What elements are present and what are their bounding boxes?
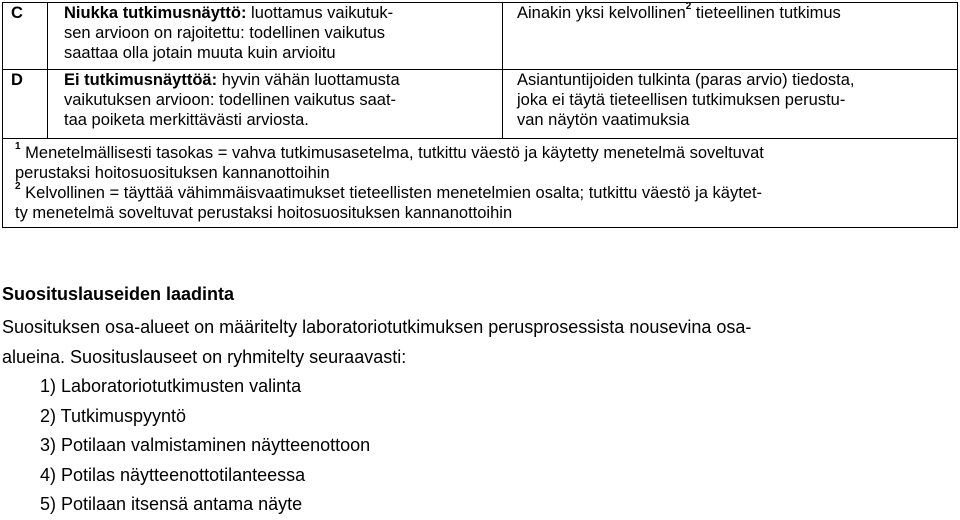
grade-description-cell (48, 3, 503, 70)
footnote-mark: 2 (15, 181, 21, 192)
evidence-grade-table (2, 2, 958, 228)
footnote-text: Menetelmällisesti tasokas = vahva tutkimusasetelma, tutkittu väestö ja käytetty menetelmä soveltuvat perustaksi hoitosuosituksen kannanottoihin (15, 144, 764, 182)
grade-description-cell (48, 70, 503, 139)
table-row (3, 70, 958, 139)
footnote (15, 183, 957, 223)
grade-description: hyvin vähän luottamusta vaikutuksen arvioon: todellinen vaikutus saat- taa poiketa merkittävästi arviosta. (64, 71, 400, 129)
list-item: 2) Tutkimuspyyntö (40, 405, 187, 426)
table-row (3, 3, 958, 70)
requirement-text-tail: tieteellinen tutkimus (691, 4, 841, 22)
footnotes-cell (3, 139, 958, 228)
list-item: 5) Potilaan itsensä antama näyte (40, 494, 303, 514)
list-item: 4) Potilas näytteenottotilanteessa (40, 464, 306, 485)
footnote (15, 143, 957, 183)
grade-label: Niukka tutkimusnäyttö: (64, 4, 247, 22)
recommendation-list (2, 372, 952, 520)
requirement-text: Asiantuntijoiden tulkinta (paras arvio) tiedosta, joka ei täytä tieteellisen tutkimuksen perustu- van näytön vaatimuksia (517, 71, 855, 129)
grade-cell: C (3, 3, 48, 70)
section-paragraph: Suosituksen osa-alueet on määritelty laboratoriotutkimuksen perusprosessista nousevina osa- alueina. Suosituslauseet on ryhmitelty seuraavasti: (2, 317, 752, 367)
recommendations-section (2, 284, 952, 520)
grade-cell: D (3, 70, 48, 139)
footnotes-row (3, 139, 958, 228)
section-heading: Suosituslauseiden laadinta (2, 284, 235, 304)
footnote-mark: 1 (15, 141, 21, 152)
grade-description: luottamus vaikutuk- sen arvioon on rajoitettu: todellinen vaikutus saattaa olla jotain muuta kuin arvioitu (64, 4, 394, 62)
list-item: 3) Potilaan valmistaminen näytteenottoon (40, 435, 371, 455)
list-item: 1) Laboratoriotutkimusten valinta (40, 376, 302, 396)
footnote-ref: 2 (685, 1, 692, 12)
footnote-text: Kelvollinen = täyttää vähimmäisvaatimukset tieteellisten menetelmien osalta; tutkittu väestö ja käytet- ty menetelmä soveltuvat perustaksi hoitosuosituksen kannanottoihin (15, 184, 763, 222)
grade-label: Ei tutkimusnäyttöä: (64, 71, 218, 89)
grade-requirement-cell (503, 3, 958, 70)
requirement-text: Ainakin yksi kelvollinen (517, 4, 686, 22)
grade-requirement-cell (503, 70, 958, 139)
